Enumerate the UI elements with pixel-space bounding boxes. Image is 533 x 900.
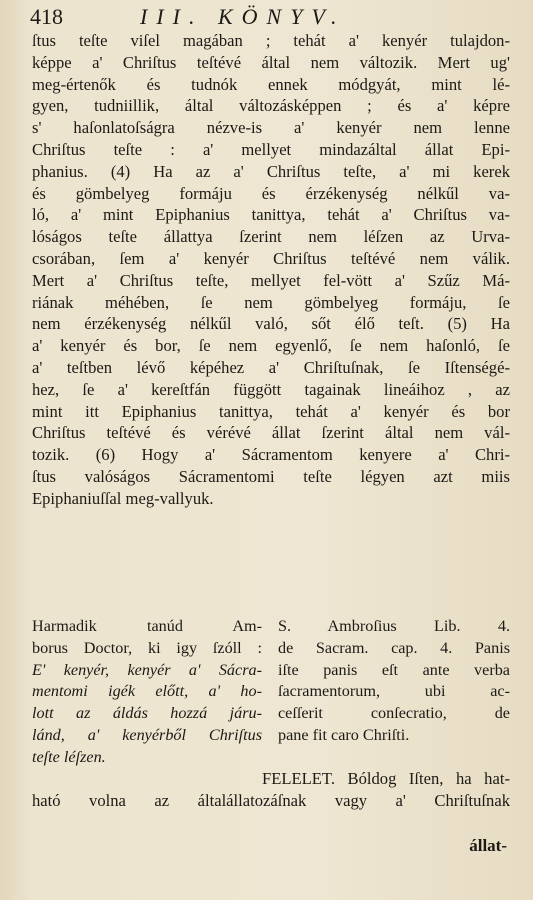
text-line: Epiphaniuſſal meg-vallyuk. <box>32 488 214 508</box>
text-line: mint itt Epiphanius tanittya, tehát a' kenyér és bor <box>32 401 510 421</box>
text-line: ló, a' mint Epiphanius tanittya, tehát a' Chriſtus va- <box>32 205 510 225</box>
text-line: tozik. (6) Hogy a' Sácramentom kenyere a' Chri- <box>32 445 510 465</box>
column-line: pane fit caro Chriſti. <box>278 725 410 744</box>
column-line: iſte panis eſt ante verba <box>278 660 510 679</box>
text-line: a' teſtben lévő képéhez a' Chriſtuſnak, ſe Iſtenségé- <box>32 357 510 377</box>
hungarian-column <box>32 616 262 769</box>
text-line: képpe a' Chriſtus teſtévé által nem változik. Mert ug' <box>32 52 510 72</box>
text-line: nem érzékenység nélkűl való, sőt élő teſt. (5) Ha <box>32 314 510 334</box>
main-paragraph <box>32 30 510 510</box>
column-line: ſacramentorum, ubi ac- <box>278 682 510 701</box>
text-line: riának méhében, ſe nem gömbelyeg formáju, ſe <box>32 292 510 312</box>
column-line: de Sacram. cap. 4. Panis <box>278 638 510 657</box>
column-line: Harmadik tanúd Am- <box>32 617 262 635</box>
page-number: 418 <box>30 4 63 29</box>
text-line: gyen, tudniillik, által változásképpen ; és a' képre <box>32 96 510 116</box>
text-line: ható volna az általállatozáſnak vagy a' Chriſtuſnak <box>32 790 510 810</box>
text-line: ſtus valóságos Sácramentomi teſte légyen azt miis <box>32 466 510 486</box>
column-line: lott az áldás hozzá járu- <box>32 704 262 723</box>
text-line: a' kenyér és bor, ſe nem egyenlő, ſe nem haſonló, ſe <box>32 336 510 356</box>
column-line: borus Doctor, ki igy ſzóll : <box>32 638 262 657</box>
running-head: III. KÖNYV. <box>140 4 346 29</box>
text-line: s' haſonlatoſságra nézve-is a' kenyér nem lenne <box>32 118 510 138</box>
column-line: teſte léſzen. <box>32 747 106 766</box>
text-line: FELELET. Bóldog Iſten, ha hat- <box>262 769 510 788</box>
column-line: E' kenyér, kenyér a' Sácra- <box>32 660 262 679</box>
text-line: Chriſtus teſtévé és vérévé állat ſzerint által nem vál- <box>32 423 510 443</box>
answer-paragraph <box>32 768 510 812</box>
column-line: mentomi igék előtt, a' ho- <box>32 682 262 701</box>
column-line: lánd, a' kenyérből Chriſtus <box>32 725 262 744</box>
column-line: ceſſerit conſecratio, de <box>278 704 510 723</box>
text-line: csorában, ſem a' kenyér Chriſtus teſtévé nem válik. <box>32 248 510 268</box>
text-line: ſtus teſte viſel magában ; tehát a' kenyér tulajdon- <box>32 31 510 50</box>
text-line: lóságos teſte állattya ſzerint nem léſzen az Urva- <box>32 227 510 247</box>
text-line: phanius. (4) Ha az a' Chriſtus teſte, a' mi kerek <box>32 161 510 181</box>
text-line: meg-értenők és tudnók ennek módgyát, mint lé- <box>32 74 510 94</box>
text-line: Mert a' Chriſtus teſte, mellyet fel-vött a' Szűz Má- <box>32 270 510 290</box>
page-header <box>30 4 505 30</box>
text-line: Chriſtus teſte : a' mellyet mindazáltal állat Epi- <box>32 139 510 159</box>
catchword: állat- <box>469 836 507 855</box>
column-line: S. Ambroſius Lib. 4. <box>278 617 510 635</box>
text-line: hez, ſe a' kereſtfán függött tagainak lineáihoz , az <box>32 379 510 399</box>
text-line: és gömbelyeg formáju és érzékenység nélkűl va- <box>32 183 510 203</box>
latin-column <box>278 616 510 747</box>
